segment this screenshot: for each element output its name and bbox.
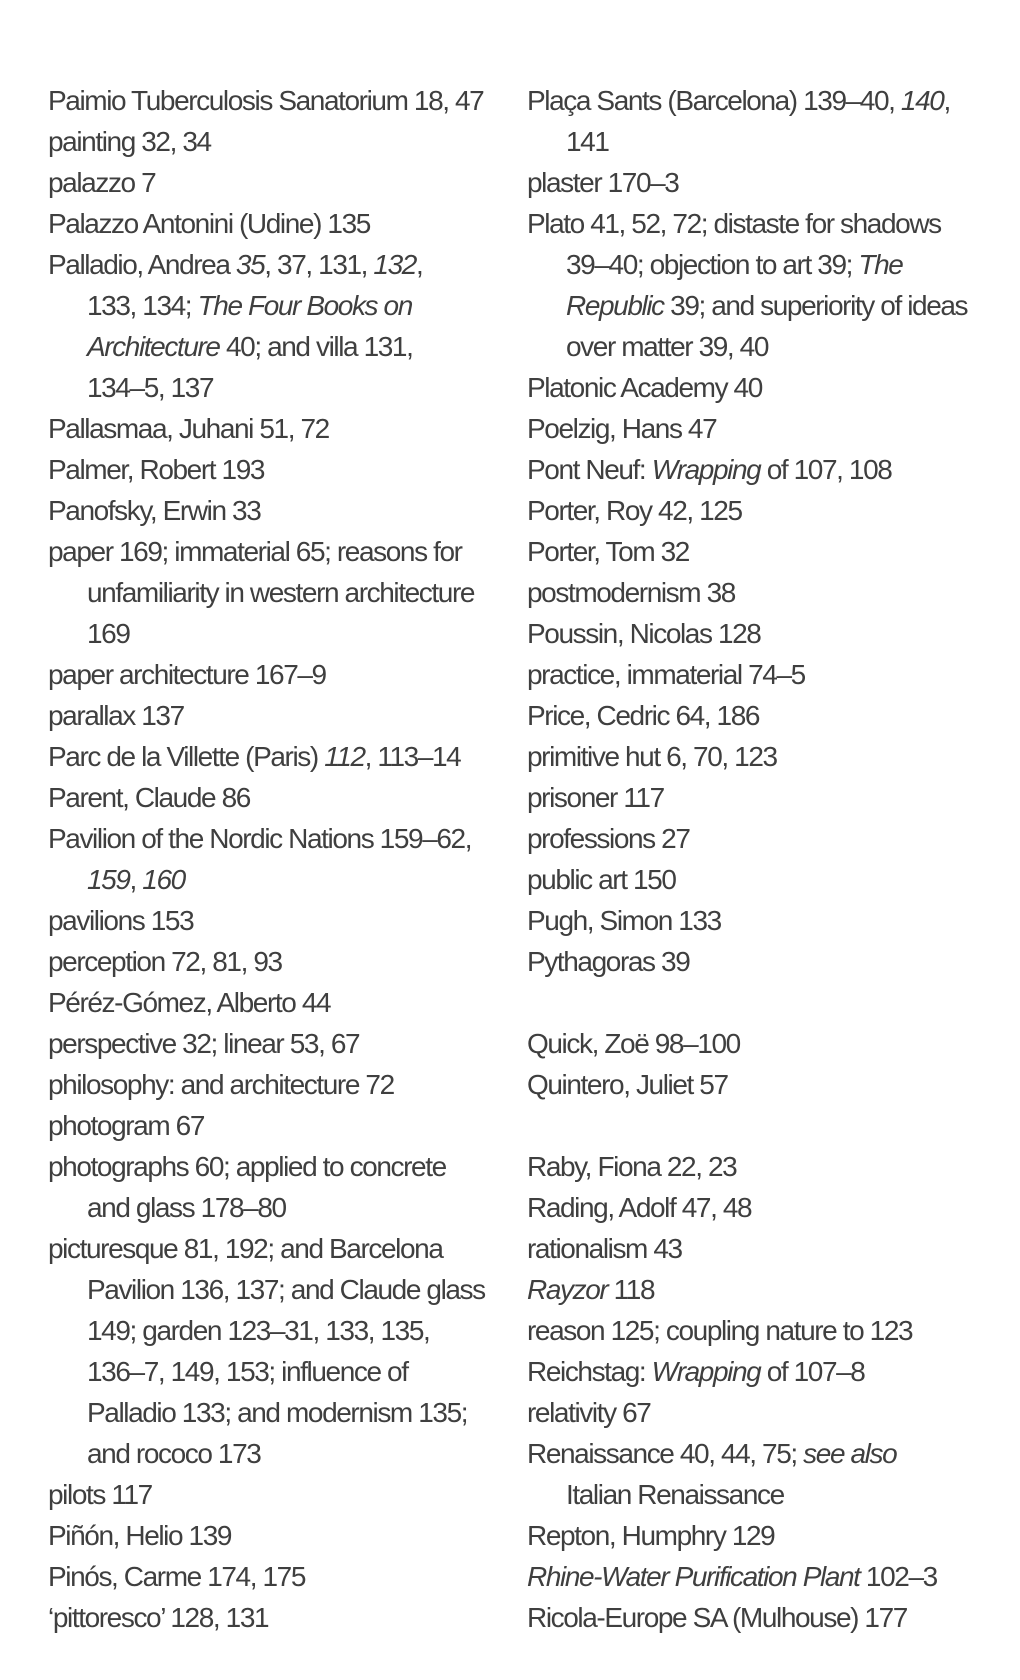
index-entry-line: prisoner 117	[527, 782, 664, 813]
index-entry-line: 39–40; objection to art 39; The	[566, 249, 903, 280]
index-entry-line: Poelzig, Hans 47	[527, 413, 717, 444]
index-entry-line: Architecture 40; and villa 131,	[87, 331, 413, 362]
index-entry-line: Parc de la Villette (Paris) 112, 113–14	[48, 741, 461, 772]
index-entry-line: Plaça Sants (Barcelona) 139–40, 140,	[527, 85, 950, 116]
index-entry-line: Ricola-Europe SA (Mulhouse) 177	[527, 1602, 907, 1633]
index-entry-line: Platonic Academy 40	[527, 372, 762, 403]
index-blank-line	[527, 982, 987, 1023]
index-entry-line: Parent, Claude 86	[48, 782, 250, 813]
index-entry-line: 141	[566, 126, 609, 157]
index-entry-line: public art 150	[527, 864, 676, 895]
index-entry-line: Palazzo Antonini (Udine) 135	[48, 208, 370, 239]
index-entry-line: paper architecture 167–9	[48, 659, 326, 690]
index-entry-line: Porter, Roy 42, 125	[527, 495, 742, 526]
index-entry-line: Raby, Fiona 22, 23	[527, 1151, 737, 1182]
index-entry-line: Pavilion of the Nordic Nations 159–62,	[48, 823, 472, 854]
index-entry-line: Piñón, Helio 139	[48, 1520, 232, 1551]
index-entry-line: and glass 178–80	[87, 1192, 286, 1223]
index-entry-line: postmodernism 38	[527, 577, 735, 608]
index-entry-line: pavilions 153	[48, 905, 194, 936]
index-entry-line: 159, 160	[87, 864, 185, 895]
index-entry-line: perception 72, 81, 93	[48, 946, 282, 977]
index-entry-line: Renaissance 40, 44, 75; see also	[527, 1438, 897, 1469]
index-entry-line: picturesque 81, 192; and Barcelona	[48, 1233, 443, 1264]
index-entry-line: Rading, Adolf 47, 48	[527, 1192, 752, 1223]
index-entry-line: perspective 32; linear 53, 67	[48, 1028, 360, 1059]
index-entry-line: Péréz-Gómez, Alberto 44	[48, 987, 331, 1018]
index-entry-line: Price, Cedric 64, 186	[527, 700, 760, 731]
index-entry-line: pilots 117	[48, 1479, 152, 1510]
index-entry-line: Italian Renaissance	[566, 1479, 784, 1510]
index-entry-line: rationalism 43	[527, 1233, 682, 1264]
index-entry-line: Pythagoras 39	[527, 946, 690, 977]
index-entry-line: plaster 170–3	[527, 167, 679, 198]
index-entry-line: unfamiliarity in western architecture	[87, 577, 475, 608]
index-entry-line: Quintero, Juliet 57	[527, 1069, 728, 1100]
index-entry-line: 134–5, 137	[87, 372, 214, 403]
index-entry-line: Quick, Zoë 98–100	[527, 1028, 740, 1059]
index-entry-line: Pallasmaa, Juhani 51, 72	[48, 413, 329, 444]
index-entry-line: Repton, Humphry 129	[527, 1520, 775, 1551]
index-entry-line: painting 32, 34	[48, 126, 211, 157]
index-entry-line: ‘pittoresco’ 128, 131	[48, 1602, 269, 1633]
index-entry-line: reason 125; coupling nature to 123	[527, 1315, 913, 1346]
index-entry-line: paper 169; immaterial 65; reasons for	[48, 536, 462, 567]
index-entry-line: palazzo 7	[48, 167, 156, 198]
index-entry-line: Palladio, Andrea 35, 37, 131, 132,	[48, 249, 423, 280]
index-entry-line: Pugh, Simon 133	[527, 905, 721, 936]
index-entry-line: Palladio 133; and modernism 135;	[87, 1397, 468, 1428]
index-entry-line: over matter 39, 40	[566, 331, 769, 362]
index-entry-line: Paimio Tuberculosis Sanatorium 18, 47	[48, 85, 484, 116]
index-blank-line	[527, 1105, 987, 1146]
index-entry-line: and rococo 173	[87, 1438, 261, 1469]
index-entry-line: Porter, Tom 32	[527, 536, 689, 567]
index-entry-line: 136–7, 149, 153; influence of	[87, 1356, 408, 1387]
index-entry-line: parallax 137	[48, 700, 184, 731]
index-entry-line: philosophy: and architecture 72	[48, 1069, 394, 1100]
index-column-left	[48, 80, 493, 1638]
index-entry-line: photogram 67	[48, 1110, 204, 1141]
index-entry-line: Plato 41, 52, 72; distaste for shadows	[527, 208, 941, 239]
index-entry-line: Reichstag: Wrapping of 107–8	[527, 1356, 865, 1387]
index-entry-line: Republic 39; and superiority of ideas	[566, 290, 968, 321]
index-entry-line: Rayzor 118	[527, 1274, 655, 1305]
index-entry-line: professions 27	[527, 823, 690, 854]
index-entry-line: Poussin, Nicolas 128	[527, 618, 761, 649]
index-entry-line: photographs 60; applied to concrete	[48, 1151, 446, 1182]
index-entry-line: 149; garden 123–31, 133, 135,	[87, 1315, 430, 1346]
index-entry-line: relativity 67	[527, 1397, 651, 1428]
index-entry-line: Rhine-Water Purification Plant 102–3	[527, 1561, 937, 1592]
index-entry-line: Pinós, Carme 174, 175	[48, 1561, 305, 1592]
index-column-right	[527, 80, 987, 1638]
index-entry-line: 133, 134; The Four Books on	[87, 290, 412, 321]
index-entry-line: Panofsky, Erwin 33	[48, 495, 261, 526]
index-entry-line: Pavilion 136, 137; and Claude glass	[87, 1274, 485, 1305]
index-entry-line: practice, immaterial 74–5	[527, 659, 805, 690]
index-entry-line: Pont Neuf: Wrapping of 107, 108	[527, 454, 892, 485]
index-entry-line: 169	[87, 618, 130, 649]
index-entry-line: primitive hut 6, 70, 123	[527, 741, 777, 772]
index-entry-line: Palmer, Robert 193	[48, 454, 265, 485]
